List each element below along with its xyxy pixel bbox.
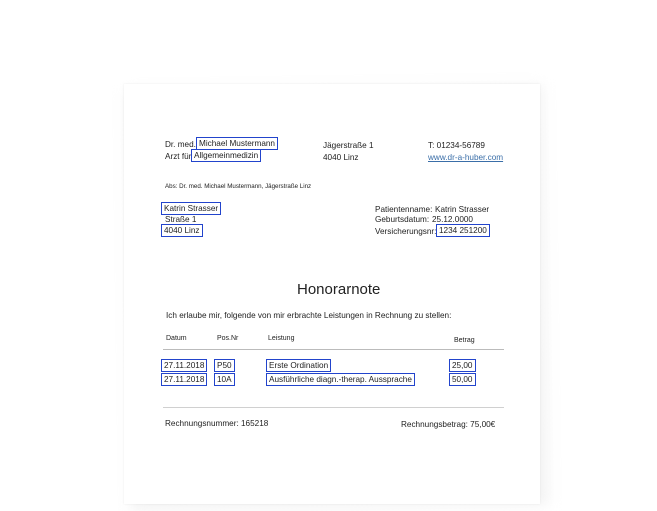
col-header-amount: Betrag	[454, 337, 475, 344]
patient-dob: 25.12.0000	[432, 215, 473, 224]
document-title: Honorarnote	[297, 281, 381, 298]
doctor-name: Michael Mustermann	[196, 137, 278, 150]
doctor-phone: T: 01234-56789	[428, 141, 485, 150]
col-header-service: Leistung	[268, 335, 295, 342]
recipient-city: 4040 Linz	[161, 224, 203, 237]
col-header-pos: Pos.Nr	[217, 335, 239, 342]
row-amount: 50,00	[449, 373, 476, 386]
patient-name-label: Patientenname:	[375, 205, 433, 214]
doctor-street: Jägerstraße 1	[323, 141, 374, 150]
invoice-total: Rechnungsbetrag: 75,00€	[401, 420, 496, 429]
row-date: 27.11.2018	[161, 359, 207, 372]
recipient-street: Straße 1	[165, 215, 197, 224]
doctor-website-link[interactable]: www.dr-a-huber.com	[428, 153, 504, 162]
row-service: Ausführliche diagn.-therap. Aussprache	[266, 373, 415, 386]
row-pos: P50	[214, 359, 235, 372]
row-service: Erste Ordination	[266, 359, 331, 372]
sender-line: Abs: Dr. med. Michael Mustermann, Jägerstraße Linz	[165, 183, 312, 190]
doctor-role-prefix: Arzt für	[165, 152, 192, 161]
row-date: 27.11.2018	[161, 373, 207, 386]
patient-name: Katrin Strasser	[435, 205, 490, 214]
col-header-date: Datum	[166, 335, 187, 342]
intro-text: Ich erlaube mir, folgende von mir erbrachte Leistungen in Rechnung zu stellen:	[166, 311, 452, 320]
row-amount: 25,00	[449, 359, 476, 372]
patient-dob-label: Geburtsdatum:	[375, 215, 430, 224]
doctor-city: 4040 Linz	[323, 153, 359, 162]
invoice-number: Rechnungsnummer: 165218	[165, 419, 269, 428]
patient-insurance: 1234 251200	[436, 224, 490, 237]
table-header-rule	[163, 349, 504, 350]
recipient-name: Katrin Strasser	[161, 202, 221, 215]
row-pos: 10A	[214, 373, 235, 386]
table-footer-rule	[163, 407, 504, 408]
patient-insurance-label: Versicherungsnr:	[375, 227, 437, 236]
doctor-specialty: Allgemeinmedizin	[191, 149, 261, 162]
doctor-name-prefix: Dr. med.	[165, 140, 196, 149]
